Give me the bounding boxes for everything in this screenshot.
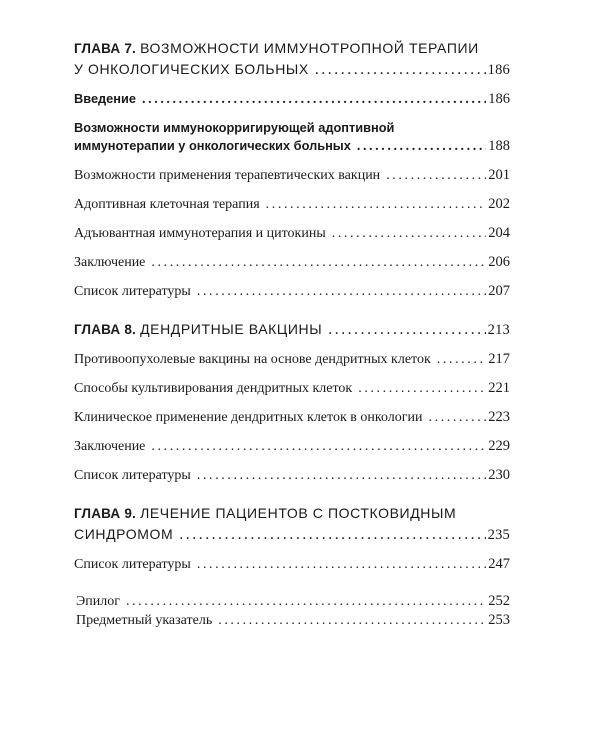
entry-title: Эпилог (76, 594, 120, 609)
dot-leader (328, 320, 485, 340)
dot-leader (197, 283, 486, 301)
dot-leader (142, 91, 486, 109)
page-number: 207 (488, 283, 510, 299)
entry-title: Введение (74, 91, 137, 106)
entry-title: Список литературы (74, 468, 191, 483)
dot-leader (151, 438, 486, 456)
entry-title: Список литературы (74, 284, 191, 299)
page-number: 221 (488, 380, 510, 396)
toc-entry-conclusion (74, 437, 510, 456)
dot-leader (332, 225, 487, 243)
page-number: 201 (488, 167, 510, 183)
chapter-title-line1: ВОЗМОЖНОСТИ ИММУНОТРОПНОЙ ТЕРАПИИ (140, 40, 479, 56)
page-number: 229 (488, 438, 510, 454)
page-number: 206 (488, 254, 510, 270)
page-number: 217 (488, 351, 510, 367)
entry-title: Предметный указатель (76, 613, 213, 628)
page-number: 213 (487, 322, 510, 338)
page-number: 247 (488, 556, 510, 572)
entry-title: Противоопухолевые вакцины на основе дендритных клеток (74, 352, 431, 367)
toc-entry-dendritic-vaccines (74, 350, 510, 369)
toc-entry-references (74, 555, 510, 574)
chapter-title-line1: ЛЕЧЕНИЕ ПАЦИЕНТОВ С ПОСТКОВИДНЫМ (140, 505, 457, 521)
chapter-8-heading (74, 319, 510, 340)
entry-title: Список литературы (74, 557, 191, 572)
page-number: 230 (488, 467, 510, 483)
page-number: 235 (487, 527, 510, 543)
toc-entry-adoptive-immunotherapy (74, 119, 510, 156)
toc-entry-therapeutic-vaccines (74, 166, 510, 185)
entry-title: Заключение (74, 439, 146, 454)
dot-leader (197, 467, 486, 485)
page-number: 223 (488, 409, 510, 425)
toc-entry-adoptive-cell-therapy (74, 195, 510, 214)
toc-entry-epilogue (74, 592, 510, 611)
toc-entry-introduction (74, 90, 510, 109)
entry-title: Возможности применения терапевтических вакцин (74, 168, 381, 183)
toc-entry-clinical-application (74, 408, 510, 427)
entry-title: Адъювантная иммунотерапия и цитокины (74, 226, 326, 241)
page-number: 186 (487, 62, 510, 78)
dot-leader (315, 60, 486, 80)
chapter-9-heading (74, 503, 510, 545)
dot-leader (179, 525, 485, 545)
entry-title-line2: иммунотерапии у онкологических больных (74, 138, 351, 153)
chapter-label: ГЛАВА 7. (74, 41, 136, 56)
entry-title: Клиническое применение дендритных клеток в онкологии (74, 410, 423, 425)
toc-entry-adjuvant-immunotherapy (74, 224, 510, 243)
chapter-title-line2: У ОНКОЛОГИЧЕСКИХ БОЛЬНЫХ (74, 61, 309, 77)
toc-entry-references (74, 466, 510, 485)
table-of-contents (74, 38, 510, 630)
dot-leader (437, 351, 486, 369)
chapter-title: ДЕНДРИТНЫЕ ВАКЦИНЫ (140, 321, 323, 337)
dot-leader (386, 167, 486, 185)
dot-leader (358, 380, 486, 398)
entry-title: Способы культивирования дендритных клеток (74, 381, 353, 396)
dot-leader (357, 138, 486, 156)
page-number: 252 (488, 593, 510, 609)
entry-title: Адоптивная клеточная терапия (74, 197, 260, 212)
page-number: 202 (488, 196, 510, 212)
dot-leader (428, 409, 486, 427)
toc-entry-conclusion (74, 253, 510, 272)
chapter-7-heading (74, 38, 510, 80)
page-number: 186 (488, 91, 510, 107)
entry-title: Заключение (74, 255, 146, 270)
page-number: 204 (488, 225, 510, 241)
toc-entry-subject-index (74, 611, 510, 630)
dot-leader (126, 593, 486, 611)
page-number: 253 (488, 612, 510, 628)
toc-entry-references (74, 282, 510, 301)
entry-title-line1: Возможности иммунокорригирующей адоптивной (74, 120, 395, 135)
chapter-title-line2: СИНДРОМОМ (74, 526, 174, 542)
toc-entry-cultivation-methods (74, 379, 510, 398)
dot-leader (151, 254, 486, 272)
dot-leader (218, 612, 486, 630)
chapter-label: ГЛАВА 8. (74, 322, 136, 337)
dot-leader (197, 556, 486, 574)
dot-leader (266, 196, 487, 214)
chapter-label: ГЛАВА 9. (74, 506, 136, 521)
page-number: 188 (488, 138, 510, 154)
